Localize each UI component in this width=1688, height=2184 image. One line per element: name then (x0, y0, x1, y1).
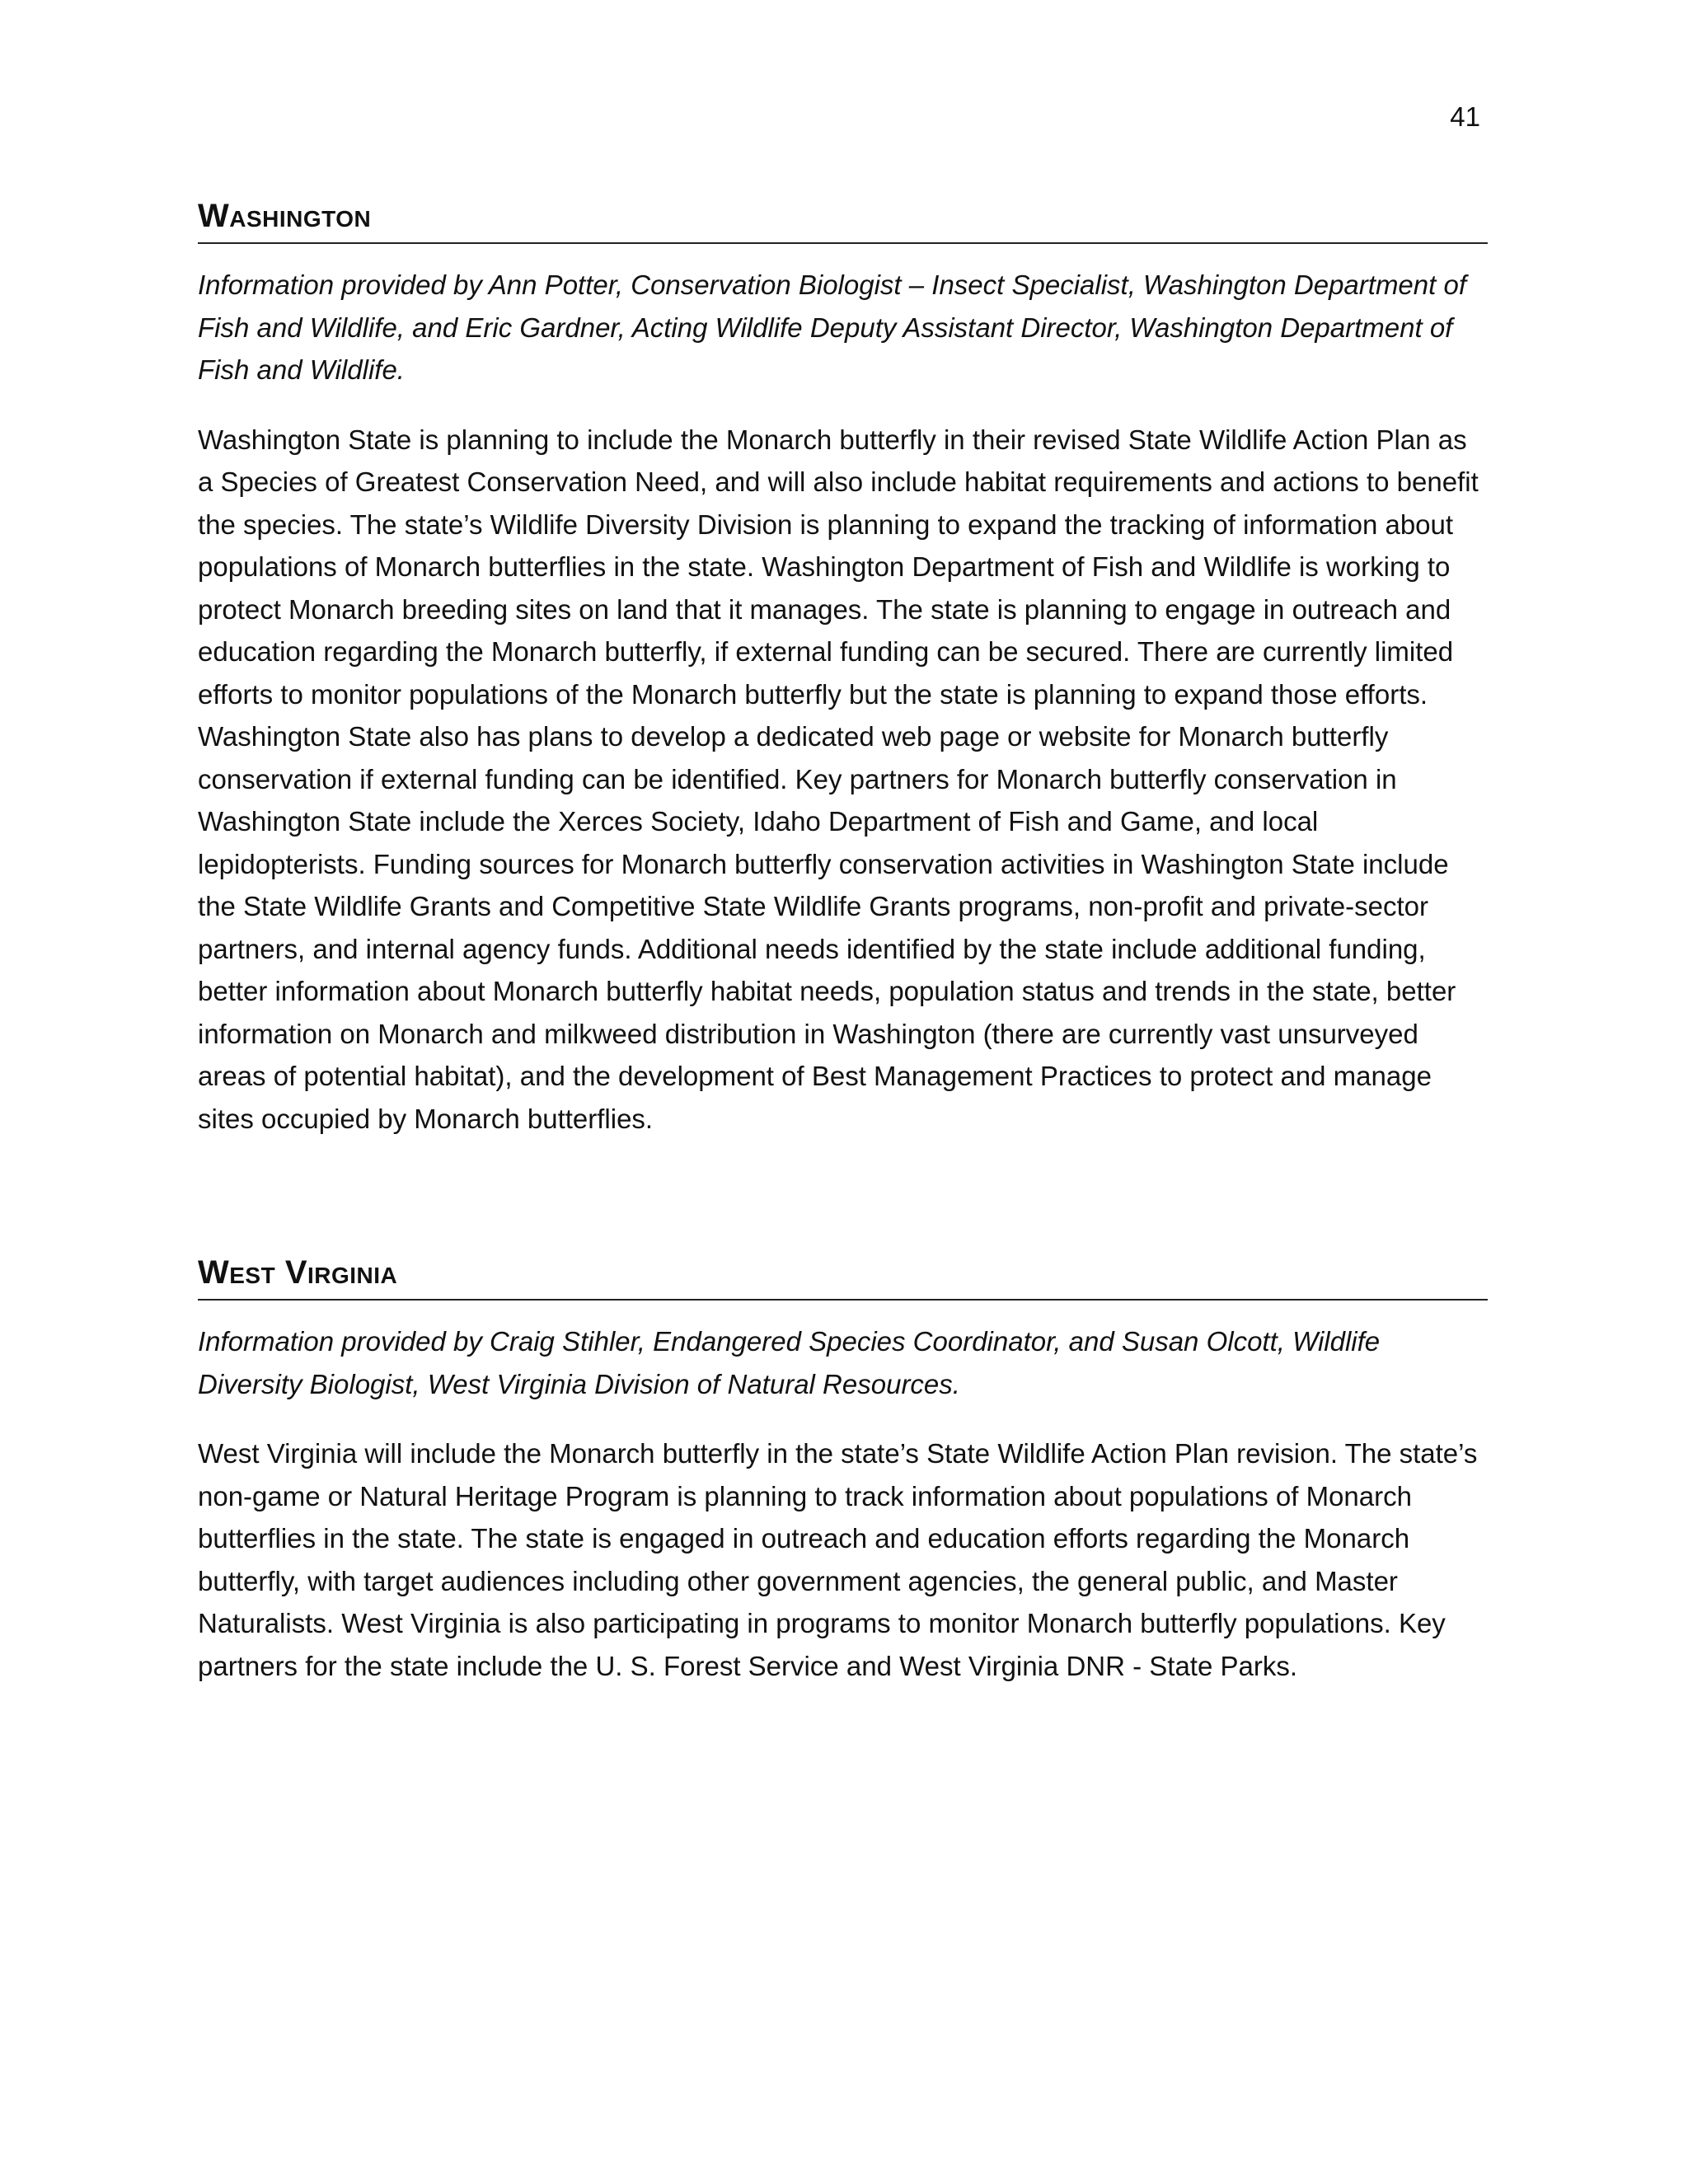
section-heading: Washington (198, 196, 1488, 244)
section-west-virginia (198, 1253, 1488, 1687)
section-heading: West Virginia (198, 1253, 1488, 1301)
attribution-text: Information provided by Craig Stihler, Endangered Species Coordinator, and Susan Olcott, Wildlife Diversity Biologist, West Virginia Division of Natural Resources. (198, 1326, 1381, 1399)
attribution-text: Information provided by Ann Potter, Conservation Biologist – Insect Specialist, Washington Department of Fish and Wildlife, and Eric Gardner, Acting Wildlife Deputy Assistant Director, Washington Department of Fish and Wildlife. (198, 269, 1466, 385)
section-washington (198, 196, 1488, 1140)
body-paragraph: Washington State is planning to include the Monarch butterfly in their revised State Wildlife Action Plan as a Species of Greatest Conservation Need, and will also include habitat requirements and actions to benefit the species. The state’s Wildlife Diversity Division is planning to expand the tracking of information about populations of Monarch butterflies in the state. Washington Department of Fish and Wildlife is working to protect Monarch breeding sites on land that it manages. The state is planning to engage in outreach and education regarding the Monarch butterfly, if external funding can be secured. There are currently limited efforts to monitor populations of the Monarch butterfly but the state is planning to expand those efforts. Washington State also has plans to develop a dedicated web page or website for Monarch butterfly conservation if external funding can be identified. Key partners for Monarch butterfly conservation in Washington State include the Xerces Society, Idaho Department of Fish and Game, and local lepidopterists. Funding sources for Monarch butterfly conservation activities in Washington State include the State Wildlife Grants and Competitive State Wildlife Grants programs, non-profit and private-sector partners, and internal agency funds. Additional needs identified by the state include additional funding, better information about Monarch butterfly habitat needs, population status and trends in the state, better information on Monarch and milkweed distribution in Washington (there are currently vast unsurveyed areas of potential habitat), and the development of Best Management Practices to protect and manage sites occupied by Monarch butterflies. (198, 424, 1479, 1134)
body-paragraph: West Virginia will include the Monarch butterfly in the state’s State Wildlife Action Plan revision. The state’s non-game or Natural Heritage Program is planning to track information about populations of Monarch butterflies in the state. The state is engaged in outreach and education efforts regarding the Monarch butterfly, with target audiences including other government agencies, the general public, and Master Naturalists. West Virginia is also participating in programs to monitor Monarch butterfly populations. Key partners for the state include the U. S. Forest Service and West Virginia DNR - State Parks. (198, 1438, 1478, 1681)
page-number: 41 (1450, 101, 1480, 132)
